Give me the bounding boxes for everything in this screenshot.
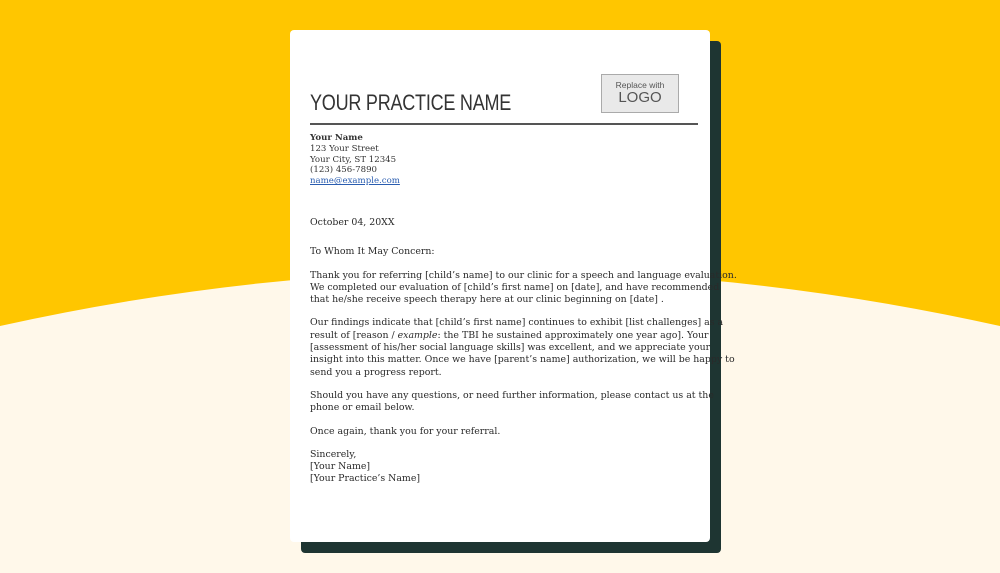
sender-street: 123 Your Street [310, 143, 379, 154]
paragraph-3: Should you have any questions, or need further information, please contact us at the phone or email below. [310, 389, 714, 414]
salutation: To Whom It May Concern: [310, 246, 435, 258]
sender-name: Your Name [310, 133, 363, 143]
header-divider [310, 123, 698, 125]
logo-text: LOGO [618, 89, 662, 106]
paragraph-1: Thank you for referring [child’s name] to our clinic for a speech and language evaluation. We completed our evaluation of [child’s first name] on [date], and have recommended that he/she receive speech therapy here at our clinic beginning on [date] . [310, 269, 737, 306]
logo-caption: Replace with [615, 80, 665, 90]
paragraph-2: Our findings indicate that [child’s first name] continues to exhibit [list challenges] as a result of [reason / example: the TBI he sustained approximately one year ago]. Your [assessment of his/her social language skills] was excellent, and we appreciate your insight into this matter. Once we have [parent’s name] authorization, we will be happy to send you a progress report. [310, 317, 735, 378]
sender-city: Your City, ST 12345 [310, 154, 397, 165]
letter-page [290, 30, 737, 542]
logo-placeholder [601, 74, 679, 113]
closing: Sincerely, [Your Name] [Your Practice’s Name] [310, 448, 421, 485]
letter-body [310, 217, 737, 497]
sender-phone: (123) 456-7890 [310, 165, 378, 176]
sender-address [310, 133, 400, 187]
paragraph-4: Once again, thank you for your referral. [310, 425, 501, 437]
practice-name: YOUR PRACTICE NAME [310, 90, 512, 115]
letter-date: October 04, 20XX [310, 217, 395, 228]
sender-email-link[interactable]: name@example.com [310, 176, 400, 187]
